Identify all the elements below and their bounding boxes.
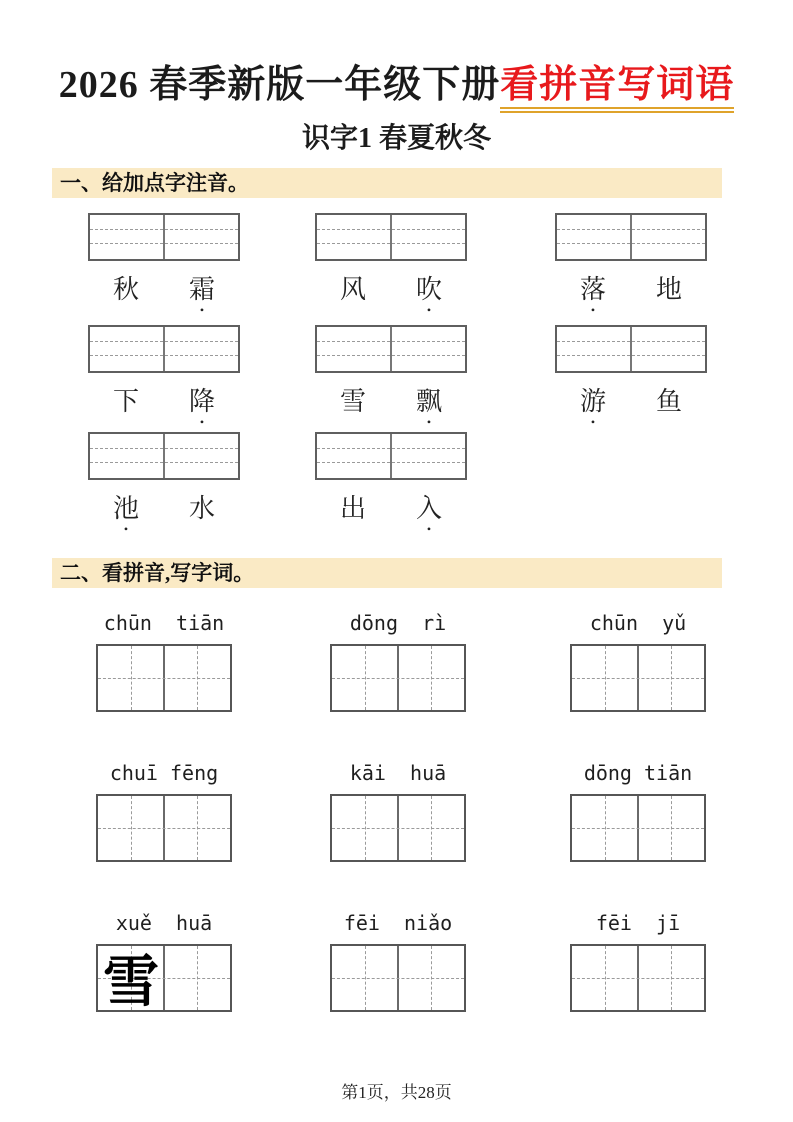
page-title <box>0 62 793 108</box>
ruled-line <box>317 355 465 356</box>
box-divider <box>163 327 165 371</box>
write-item-chuntian <box>96 610 232 712</box>
ruled-line <box>317 243 465 244</box>
annotated-char <box>315 493 391 525</box>
write-item-xuehua <box>96 910 232 1012</box>
write-item-chuifeng <box>96 760 232 862</box>
ruled-line <box>317 229 465 230</box>
ruled-line <box>317 462 465 463</box>
pinyin-label: fēi niǎo <box>343 911 453 935</box>
char-text: 吹 <box>415 275 442 304</box>
annotate-item-xiajiang <box>88 325 240 429</box>
box-divider <box>163 215 165 259</box>
annotate-item-fengchui <box>315 213 467 317</box>
write-item-feiniao <box>330 910 466 1012</box>
char-row <box>315 274 467 317</box>
written-answer <box>98 646 164 710</box>
writing-grid-box <box>96 944 232 1012</box>
written-answer <box>332 646 398 710</box>
ruled-line <box>90 355 238 356</box>
annotated-char <box>391 386 467 429</box>
pinyin-label: xuě huā <box>115 911 213 935</box>
char-text: 霜 <box>188 275 215 304</box>
annotated-char <box>164 386 240 429</box>
char-row <box>315 386 467 429</box>
page-title-prefix: 2026 春季新版一年级下册 <box>58 64 501 106</box>
pinyin-label: chuī fēng <box>109 761 219 785</box>
annotate-item-xuepiao <box>315 325 467 429</box>
annotated-char <box>391 274 467 317</box>
annotated-char <box>88 274 164 306</box>
char-text: 雪 <box>339 387 366 416</box>
pinyin-ruled-box <box>88 213 240 261</box>
writing-grid-box <box>330 644 466 712</box>
pinyin-ruled-box <box>315 213 467 261</box>
char-text: 飘 <box>415 387 442 416</box>
pinyin-ruled-box <box>88 325 240 373</box>
box-divider <box>390 327 392 371</box>
char-text: 水 <box>188 494 215 523</box>
pinyin-label: chūn tiān <box>103 611 225 635</box>
pinyin-label: dōng rì <box>349 611 447 635</box>
char-row <box>88 386 240 429</box>
write-item-dongri <box>330 610 466 712</box>
box-divider <box>163 434 165 478</box>
section2-heading: 二、看拼音,写字词。 <box>60 561 255 585</box>
section1-heading: 一、给加点字注音。 <box>60 171 249 195</box>
char-text: 鱼 <box>655 387 682 416</box>
char-row <box>555 274 707 317</box>
char-row <box>315 493 467 536</box>
annotate-item-qiushuang <box>88 213 240 317</box>
char-text: 池 <box>112 494 139 523</box>
writing-grid-box <box>570 944 706 1012</box>
written-answer <box>572 646 638 710</box>
section2-heading-bar <box>52 558 722 588</box>
char-text: 入 <box>415 494 442 523</box>
write-item-kaihua <box>330 760 466 862</box>
emphasis-dot: • <box>426 415 432 429</box>
char-text: 秋 <box>112 275 139 304</box>
annotated-char <box>315 274 391 306</box>
emphasis-dot: • <box>590 415 596 429</box>
lesson-subtitle: 识字1 春夏秋冬 <box>301 123 491 154</box>
writing-grid-box <box>570 644 706 712</box>
pinyin-ruled-box <box>88 432 240 480</box>
pinyin-ruled-box <box>555 213 707 261</box>
write-item-dongtian <box>570 760 706 862</box>
annotated-char <box>88 493 164 536</box>
written-answer <box>98 796 164 860</box>
written-answer: 雪 <box>103 952 159 1014</box>
box-divider <box>390 434 392 478</box>
annotate-item-youyu <box>555 325 707 429</box>
pinyin-ruled-box <box>315 325 467 373</box>
emphasis-dot: • <box>590 303 596 317</box>
ruled-line <box>557 341 705 342</box>
emphasis-dot: • <box>199 303 205 317</box>
box-divider <box>630 215 632 259</box>
written-answer <box>572 796 638 860</box>
emphasis-dot: • <box>199 415 205 429</box>
ruled-line <box>90 243 238 244</box>
write-item-feiji <box>570 910 706 1012</box>
annotated-char <box>315 386 391 418</box>
char-text: 落 <box>579 275 606 304</box>
ruled-line <box>557 243 705 244</box>
writing-grid-box <box>96 644 232 712</box>
ruled-line <box>317 341 465 342</box>
write-item-chunyu <box>570 610 706 712</box>
written-answer <box>332 796 398 860</box>
pinyin-ruled-box <box>555 325 707 373</box>
pinyin-label: dōng tiān <box>583 761 693 785</box>
page-title-highlight: 看拼音写词语 <box>500 64 734 113</box>
char-text: 出 <box>339 494 366 523</box>
ruled-line <box>90 448 238 449</box>
ruled-line <box>90 229 238 230</box>
annotated-char <box>631 386 707 418</box>
char-text: 游 <box>579 387 606 416</box>
ruled-line <box>90 462 238 463</box>
writing-grid-box <box>570 794 706 862</box>
char-row <box>88 274 240 317</box>
annotated-char <box>555 274 631 317</box>
char-text: 风 <box>339 275 366 304</box>
pinyin-label: chūn yǔ <box>589 611 687 635</box>
annotated-char <box>164 274 240 317</box>
writing-grid-box <box>330 944 466 1012</box>
emphasis-dot: • <box>123 522 129 536</box>
annotated-char <box>88 386 164 418</box>
ruled-line <box>90 341 238 342</box>
emphasis-dot: • <box>426 303 432 317</box>
box-divider <box>390 215 392 259</box>
pinyin-label: kāi huā <box>349 761 447 785</box>
char-text: 降 <box>188 387 215 416</box>
writing-grid-box <box>96 794 232 862</box>
written-answer <box>332 946 398 1010</box>
annotated-char <box>391 493 467 536</box>
writing-grid-box <box>330 794 466 862</box>
written-answer <box>572 946 638 1010</box>
annotated-char <box>555 386 631 429</box>
annotate-item-luodi <box>555 213 707 317</box>
annotate-item-chishui <box>88 432 240 536</box>
char-row <box>555 386 707 429</box>
section1-heading-bar <box>52 168 722 198</box>
char-row <box>88 493 240 536</box>
char-text: 地 <box>655 275 682 304</box>
box-divider <box>630 327 632 371</box>
annotate-item-churu <box>315 432 467 536</box>
ruled-line <box>557 229 705 230</box>
annotated-char <box>631 274 707 306</box>
annotated-char <box>164 493 240 525</box>
pinyin-label: fēi jī <box>595 911 681 935</box>
char-text: 下 <box>112 387 139 416</box>
page-number: 第1页，共28页 <box>341 1083 452 1102</box>
pinyin-ruled-box <box>315 432 467 480</box>
emphasis-dot: • <box>426 522 432 536</box>
ruled-line <box>317 448 465 449</box>
ruled-line <box>557 355 705 356</box>
